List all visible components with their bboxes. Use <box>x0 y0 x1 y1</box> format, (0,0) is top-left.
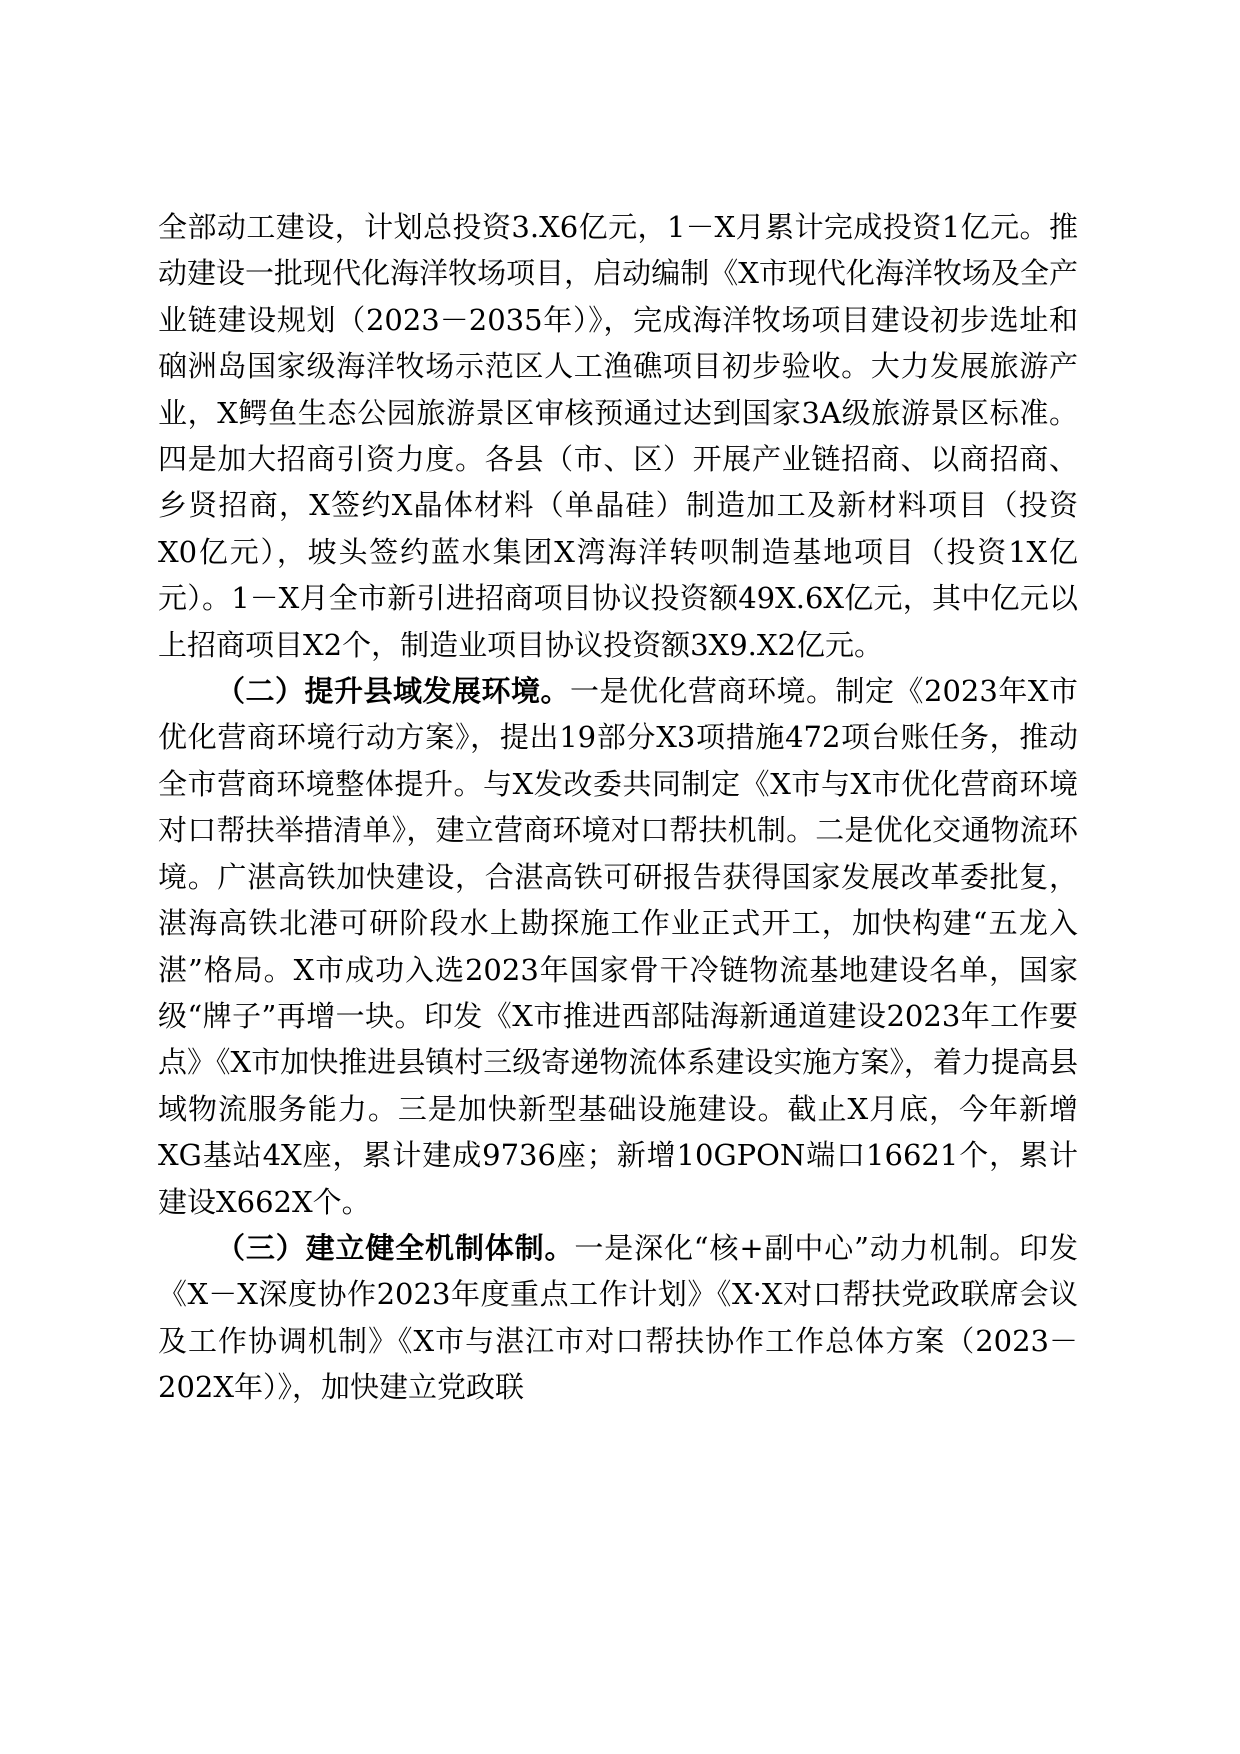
document-page <box>158 204 1078 1411</box>
section-heading: （三）建立健全机制体制。 <box>216 1230 575 1265</box>
paragraph-text: 全部动工建设，计划总投资3.X6亿元，1－X月累计完成投资1亿元。推动建设一批现代化海洋牧场项目，启动编制《X市现代化海洋牧场及全产业链建设规划（2023－2035年）》，完成海洋牧场项目建设初步选址和硇洲岛国家级海洋牧场示范区人工渔礁项目初步验收。大力发展旅游产业，X鳄鱼生态公园旅游景区审核预通过达到国家3A级旅游景区标准。四是加大招商引资力度。各县（市、区）开展产业链招商、以商招商、乡贤招商，X签约X晶体材料（单晶硅）制造加工及新材料项目（投资X0亿元），坡头签约蓝水集团X湾海洋转呗制造基地项目（投资1X亿元）。1－X月全市新引进招商项目协议投资额49X.6X亿元，其中亿元以上招商项目X2个，制造业项目协议投资额3X9.X2亿元。 <box>158 210 1078 662</box>
paragraph-text: 一是深化“核+副中心”动力机制。印发《X－X深度协作2023年度重点工作计划》《X·X对口帮扶党政联席会议及工作协调机制》《X市与湛江市对口帮扶协作工作总体方案（2023－202X年）》，加快建立党政联 <box>158 1230 1078 1405</box>
paragraph-county-environment <box>158 668 1078 1225</box>
paragraph-investment-projects <box>158 204 1078 668</box>
paragraph-text: 一是优化营商环境。制定《2023年X市优化营商环境行动方案》，提出19部分X3项措施472项台账任务，推动全市营商环境整体提升。与X发改委共同制定《X市与X市优化营商环境对口帮扶举措清单》，建立营商环境对口帮扶机制。二是优化交通物流环境。广湛高铁加快建设，合湛高铁可研报告获得国家发展改革委批复，湛海高铁北港可研阶段水上勘探施工作业正式开工，加快构建“五龙入湛”格局。X市成功入选2023年国家骨干冷链物流基地建设名单，国家级“牌子”再增一块。印发《X市推进西部陆海新通道建设2023年工作要点》《X市加快推进县镇村三级寄递物流体系建设实施方案》，着力提高县域物流服务能力。三是加快新型基础设施建设。截止X月底，今年新增XG基站4X座，累计建成9736座；新增10GPON端口16621个，累计建设X662X个。 <box>158 674 1078 1219</box>
section-heading: （二）提升县域发展环境。 <box>216 674 571 709</box>
paragraph-mechanism-system <box>158 1225 1078 1411</box>
